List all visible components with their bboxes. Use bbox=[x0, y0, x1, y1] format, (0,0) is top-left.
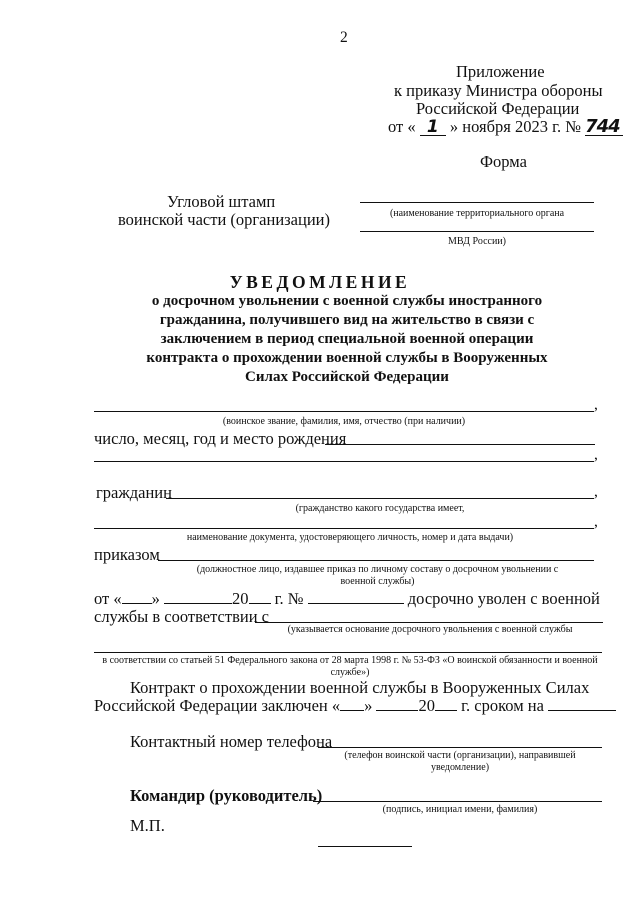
from-year: 20 bbox=[232, 589, 249, 608]
rank-name-line bbox=[94, 411, 594, 412]
appendix-order-number: 744 bbox=[585, 119, 623, 136]
commander-line bbox=[313, 801, 602, 802]
form-label: Форма bbox=[480, 152, 527, 171]
contract-quote: » bbox=[364, 696, 373, 715]
from-year-blank bbox=[249, 591, 271, 604]
contract-line-1: Контракт о прохождении военной службы в Вооруженных Силах bbox=[130, 678, 590, 697]
contract-term-label: г. сроком на bbox=[461, 696, 544, 715]
from-g-no: г. № bbox=[274, 589, 304, 608]
comma: , bbox=[594, 396, 598, 413]
seal-label: М.П. bbox=[130, 816, 165, 835]
phone-caption: (телефон воинской части (организации), направившей уведомление) bbox=[344, 750, 576, 773]
basis-line-2 bbox=[94, 652, 602, 653]
contract-line-2 bbox=[94, 696, 604, 716]
commander-caption: (подпись, инициал имени, фамилия) bbox=[382, 804, 538, 815]
comma: , bbox=[594, 483, 598, 500]
appendix-date-day: 1 bbox=[420, 119, 446, 136]
contract-day-blank bbox=[340, 698, 364, 711]
service-line bbox=[255, 622, 603, 623]
from-day-blank bbox=[122, 591, 152, 604]
birth-label: число, месяц, год и место рождения bbox=[94, 429, 347, 448]
rank-name-caption: (воинское звание, фамилия, имя, отчество (при наличии) bbox=[222, 416, 466, 427]
comma: , bbox=[594, 513, 598, 530]
order-label: приказом bbox=[94, 545, 160, 564]
corner-stamp-line1: Угловой штамп bbox=[167, 192, 276, 211]
recipient-caption-2: МВД России) bbox=[448, 236, 506, 247]
birth-line-2 bbox=[94, 461, 594, 462]
phone-line bbox=[318, 747, 602, 748]
contract-year-blank bbox=[435, 698, 457, 711]
appendix-title: Приложение bbox=[456, 62, 545, 81]
law-caption: в соответствии со статьей 51 Федерального закона от 28 марта 1998 г. № 53-ФЗ «О воинской обязанности и военной службе») bbox=[102, 655, 598, 678]
dismissed-text: досрочно уволен с военной bbox=[407, 589, 600, 608]
from-prefix: от « bbox=[94, 589, 122, 608]
appendix-order-ref: к приказу Министра обороны bbox=[394, 81, 603, 100]
order-date-row bbox=[94, 589, 604, 609]
citizen-caption: (гражданство какого государства имеет, bbox=[295, 503, 465, 514]
contract-month-blank bbox=[376, 698, 418, 711]
appendix-date-line bbox=[388, 117, 623, 137]
contract-term-blank bbox=[548, 698, 616, 711]
from-quote: » bbox=[151, 589, 160, 608]
phone-label: Контактный номер телефона bbox=[130, 732, 333, 751]
document-line bbox=[94, 528, 594, 529]
contract-text: Российской Федерации заключен « bbox=[94, 696, 341, 715]
recipient-caption-1: (наименование территориального органа bbox=[389, 208, 565, 219]
document-caption: наименование документа, удостоверяющего личность, номер и дата выдачи) bbox=[186, 532, 514, 543]
basis-caption: (указывается основание досрочного увольнения с военной службы bbox=[287, 624, 573, 635]
document-subtitle: о досрочном увольнении с военной службы иностранного гражданина, получившего вид на жительство в связи с заключением в период специальной военной операции контракта о прохождении военной службы в Вооруженных Силах Российской Федерации bbox=[146, 293, 548, 385]
birth-line bbox=[325, 444, 595, 445]
recipient-line-1 bbox=[360, 202, 594, 203]
order-line bbox=[158, 560, 594, 561]
from-number-blank bbox=[308, 591, 404, 604]
citizen-label: гражданин bbox=[96, 483, 172, 502]
appendix-federation: Российской Федерации bbox=[416, 99, 580, 118]
commander-label: Командир (руководитель) bbox=[130, 786, 323, 805]
bottom-separator bbox=[318, 846, 412, 847]
order-caption: (должностное лицо, издавшее приказ по личному составу о досрочном увольнении с военной службы) bbox=[196, 564, 559, 587]
comma: , bbox=[594, 446, 598, 463]
recipient-line-2 bbox=[360, 231, 594, 232]
corner-stamp-line2: воинской части (организации) bbox=[118, 210, 330, 229]
appendix-date-suffix: » ноября 2023 г. № bbox=[449, 117, 581, 136]
contract-year: 20 bbox=[418, 696, 435, 715]
document-title: УВЕДОМЛЕНИЕ bbox=[229, 272, 411, 292]
from-month-blank bbox=[164, 591, 232, 604]
page-number: 2 bbox=[340, 29, 348, 46]
citizen-line bbox=[166, 498, 594, 499]
appendix-date-prefix: от « bbox=[388, 117, 416, 136]
service-label: службы в соответствии с bbox=[94, 607, 269, 626]
